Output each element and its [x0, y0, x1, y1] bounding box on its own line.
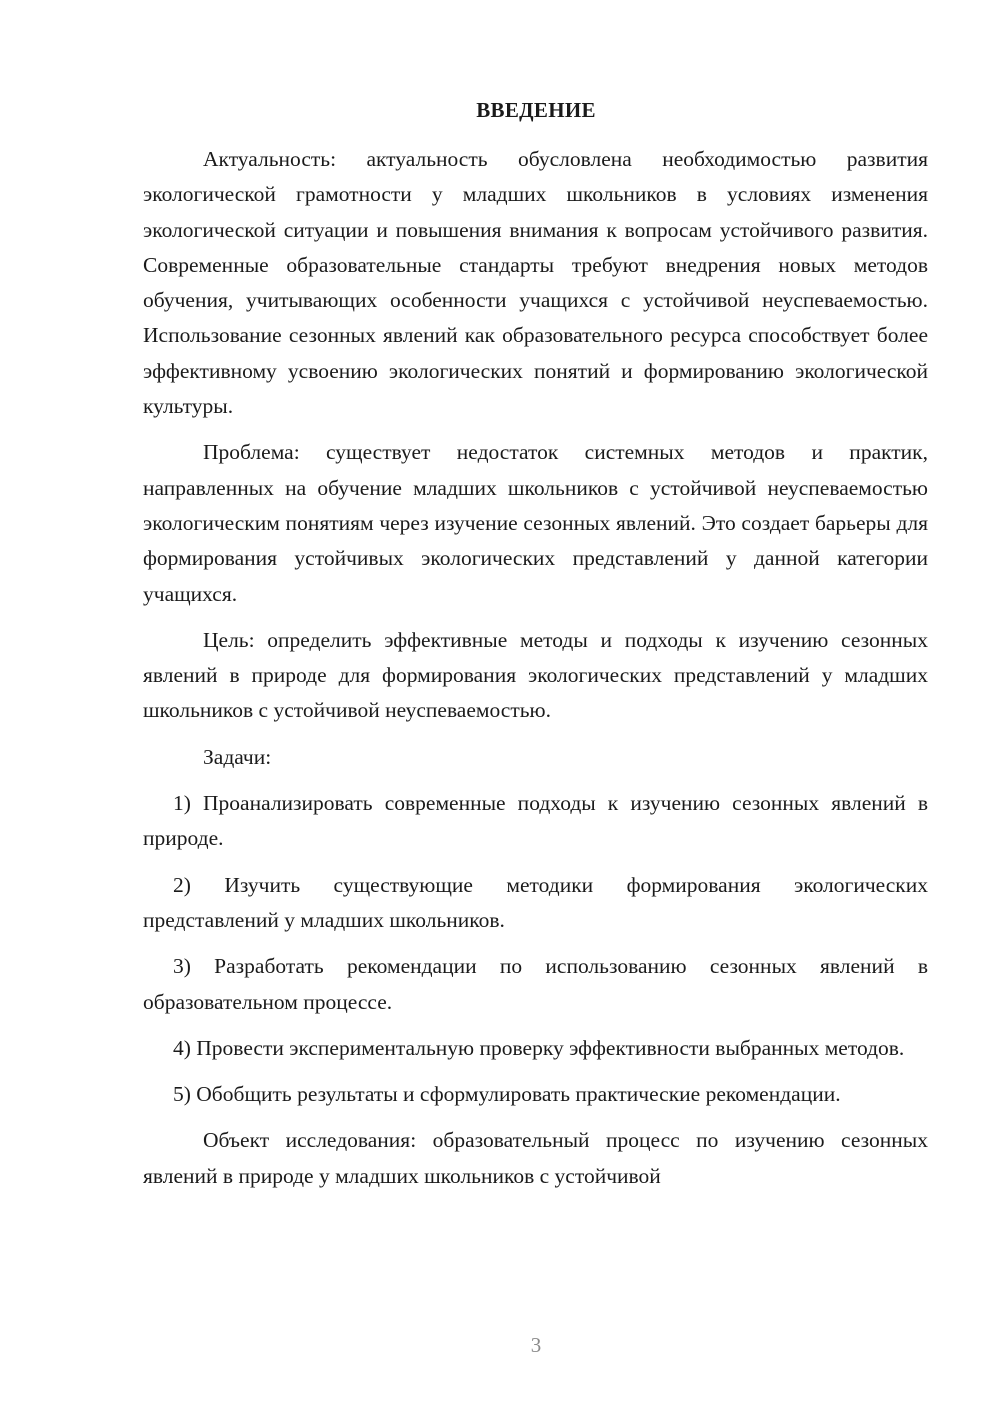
object-paragraph: Объект исследования: образовательный процесс по изучению сезонных явлений в природе у младших школьников с устойчивой: [143, 1128, 928, 1188]
section-title: ВВЕДЕНИЕ: [476, 98, 596, 122]
task-item-3: 3) Разработать рекомендации по использованию сезонных явлений в образовательном процессе.: [143, 954, 928, 1014]
page-number: 3: [530, 1333, 542, 1357]
task-item-4: 4) Провести экспериментальную проверку эффективности выбранных методов.: [173, 1035, 905, 1060]
goal-paragraph: Цель: определить эффективные методы и подходы к изучению сезонных явлений в природе для формирования экологических представлений у младших школьников с устойчивой неуспеваемостью.: [143, 627, 928, 723]
tasks-heading: Задачи:: [203, 744, 272, 769]
task-item-1: 1) Проанализировать современные подходы к изучению сезонных явлений в природе.: [143, 791, 928, 851]
relevance-paragraph: Актуальность: актуальность обусловлена необходимостью развития экологической грамотности у младших школьников в условиях изменения экологической ситуации и повышения внимания к вопросам устойчивого развития. Современные образовательные стандарты требуют внедрения новых методов обучения, учитывающих особенности учащихся с устойчивой неуспеваемостью. Использование сезонных явлений как образовательного ресурса способствует более эффективному усвоению экологических понятий и формированию экологической культуры.: [143, 147, 928, 419]
task-item-5: 5) Обобщить результаты и сформулировать практические рекомендации.: [173, 1082, 841, 1107]
problem-paragraph: Проблема: существует недостаток системных методов и практик, направленных на обучение младших школьников с устойчивой неуспеваемостью экологическим понятиям через изучение сезонных явлений. Это создает барьеры для формирования устойчивых экологических представлений у данной категории учащихся.: [143, 440, 928, 606]
document-body: [143, 142, 928, 1205]
task-item-2: 2) Изучить существующие методики формирования экологических представлений у младших школьников.: [143, 872, 928, 932]
